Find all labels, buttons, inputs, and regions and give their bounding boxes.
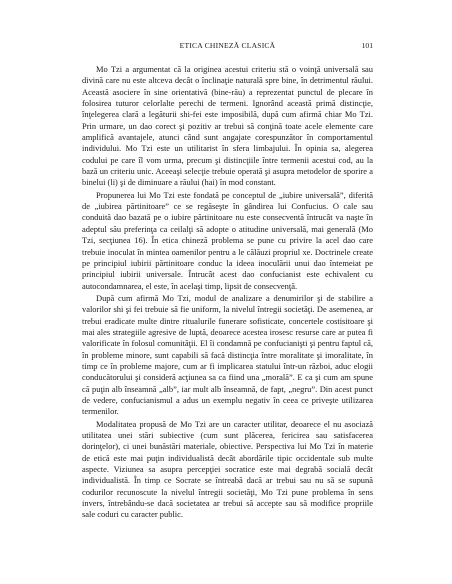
body-text: [82, 64, 373, 521]
paragraph: După cum afirmă Mo Tzi, modul de analizare a denumirilor şi de stabilire a valorilor shi şi fei trebuie să fie uniform, la nivelul întregii societăţi. De asemenea, ar trebui eradicate multe dintre ritualurile funerare sofisticate, concertele costisitoare şi mai ales strategiile agresive de luptă, deoarece acestea irosesc resurse care ar putea fi valorificate în folosul comunităţii. El îi condamnă pe confucianişti şi pentru faptul că, în probleme minore, sunt capabili să facă distincţia între moralitate şi imoralitate, în timp ce în probleme majore, cum ar fi implicarea statului într-un război, aduc elogii conducătorului şi consideră acţiunea sa ca fiind una „morală”. E ca şi cum am spune că puţin alb înseamnă „alb”, iar mult alb înseamnă, de fapt, „negru”. Din acest punct de vedere, confucianismul a adus un exemplu negativ în ceea ce priveşte utilizarea termenilor.: [82, 292, 373, 417]
paragraph: Modalitatea propusă de Mo Tzi are un caracter utilitar, deoarece el nu asociază utilitatea unei stări subiective (cum sunt plăcerea, fericirea sau satisfacerea dorinţelor), ci unei bunăstări materiale, obiective. Perspectiva lui Mo Tzi în materie de etică este mai puţin individualistă decât abordările tipic occidentale sub multe aspecte. Viziunea sa asupra percepţiei socratice este mai degrabă socială decât individualistă. În timp ce Socrate se întreabă dacă ar trebui sau nu să se supună codurilor recunoscute la nivelul întregii societăţi, Mo Tzi pune problema în sens invers, întrebându-se dacă societatea ar trebui să accepte sau să modifice propriile sale coduri cu caracter public.: [82, 418, 373, 520]
running-title: ETICA CHINEZĂ CLASICĂ: [179, 41, 276, 50]
running-header: [82, 40, 373, 52]
page-number: 101: [361, 41, 373, 50]
paragraph: Mo Tzi a argumentat că la originea acestui criteriu stă o voinţă universală sau divină care nu este altceva decât o înclinaţie naturală spre bine, în detrimentul răului. Această asociere în sine orientativă (bine-rău) a reprezentat punctul de plecare în folosirea tuturor celorlalte perechi de termeni. Ignorând această primă distincţie, înţelegerea clară a legăturii shi-fei este imposibilă, după cum afirmă chiar Mo Tzi. Prin urmare, un dao corect şi pozitiv ar trebui să conţină toate acele elemente care amplifică avantajele, atunci când sunt angajate corespunzător în comportamentul individului. Mo Tzi este un utilitarist în sfera limbajului. În opinia sa, alegerea codului pe care îl vom urma, precum şi distincţiile între termenii acestui cod, au la bază un criteriu unic. Aceeaşi selecţie trebuie operată şi asupra metodelor de sporire a binelui (li) şi de diminuare a răului (hai) în mod constant.: [82, 64, 373, 188]
paragraph: Propunerea lui Mo Tzi este fondată pe conceptul de „iubire universală”, diferită de „iubirea părtinitoare” ce se regăseşte în gândirea lui Confucius. O cale sau conduită dao bazată pe o iubire părtinitoare nu este consecventă întrucât va naşte în adeptul său preferinţa ca ceilalţi să adopte o atitudine universală, mai generală (Mo Tzi, secţiunea 16). În etica chineză problema se pune cu privire la acel dao care trebuie inoculat în mintea oamenilor pentru a le călăuzi propriul xe. Doctrinele create pe principiul iubirii părtinitoare conduc la ideea inoculării unui dao întemeiat pe principiul iubirii universale. Întrucât acest dao confucianist este echivalent cu autocondamnarea, el este, în acelaşi timp, lipsit de consecvenţă.: [82, 189, 373, 291]
